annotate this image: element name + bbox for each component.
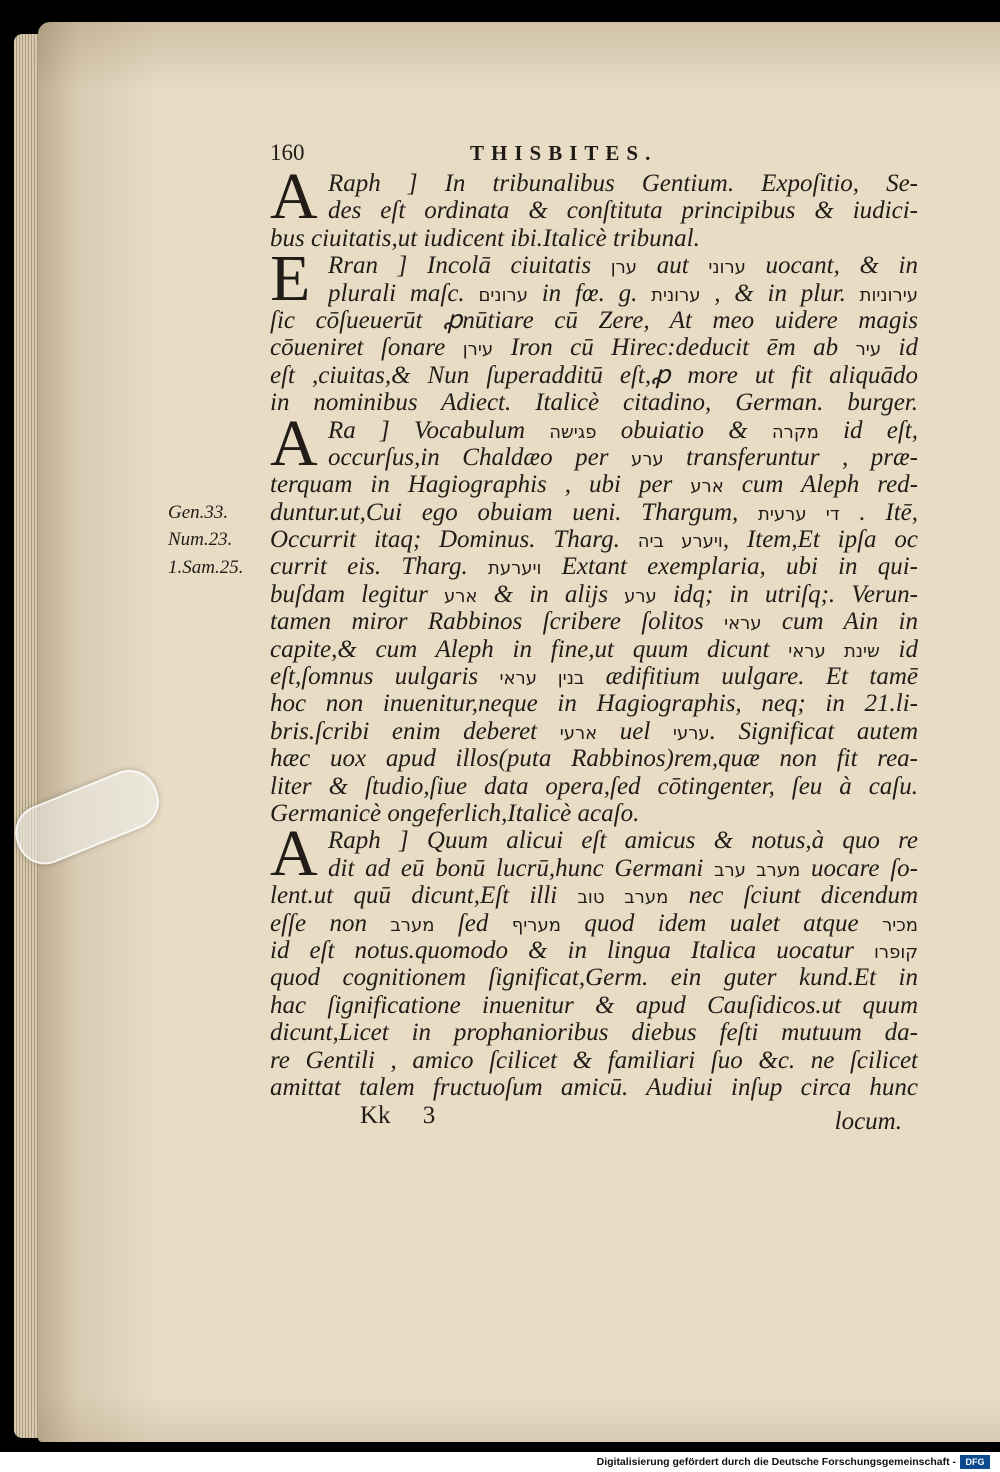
main-text-block bbox=[270, 160, 918, 1141]
text-line: Rran ] Incolā ciuitatis ערן aut ערוני uocant, & in bbox=[328, 252, 918, 280]
text-line: Ra ] Vocabulum פגישה obuiatio & מקרה id eſt, bbox=[328, 416, 918, 444]
drop-cap: E bbox=[270, 242, 311, 316]
text-line: in nominibus Adiect. Italicè citadino, German. burger. bbox=[270, 389, 918, 417]
text-line: bus ciuitatis,ut iudicent ibi.Italicè tribunal. bbox=[270, 224, 700, 252]
text-line: dit ad eū bonū lucrū,hunc Germani מערב ערב uocare ſo- bbox=[328, 854, 918, 882]
margin-note: Num.23. bbox=[168, 529, 233, 550]
footer-credit: Digitalisierung gefördert durch die Deutsche Forschungsgemeinschaft - bbox=[596, 1456, 956, 1468]
signature-mark: Kk 3 bbox=[360, 1102, 436, 1130]
text-line: buſdam legitur ארע & in alijs ערע idq; in utriſq;. Verun- bbox=[270, 580, 918, 608]
text-line: eſt,ſomnus uulgaris בנין עראי ædifitium uulgare. Et tamē bbox=[270, 663, 918, 691]
margin-note: 1.Sam.25. bbox=[168, 557, 244, 578]
hebrew-word: בנין עראי bbox=[499, 668, 585, 690]
drop-cap: A bbox=[270, 160, 318, 233]
hebrew-word: מקרה bbox=[771, 421, 819, 443]
text-line: amittat talem fructuoſum amicū. Audiui inſup circa hunc bbox=[270, 1073, 918, 1101]
text-line: occurſus,in Chaldæo per ערע transferuntur , præ- bbox=[328, 443, 918, 471]
hebrew-word: עירוניות bbox=[859, 284, 918, 306]
hebrew-word: מערב bbox=[390, 914, 435, 936]
text-line: ſic cōſueuerūt ꝓnūtiare cū Zere, At meo uidere magis bbox=[270, 306, 918, 334]
text-line: liter & ſtudio,ſiue data opera,ſed cōtingenter, ſeu à caſu. bbox=[270, 772, 918, 800]
margin-note: Gen.33. bbox=[168, 502, 229, 523]
text-line: quod cognitionem ſignificat,Germ. ein guter kund.Et in bbox=[270, 964, 918, 992]
text-line: hæc uox apud illos(puta Rabbinos)rem,quæ non fit rea- bbox=[270, 745, 918, 773]
hebrew-word: מעריף bbox=[511, 914, 561, 936]
text-line: hac ſignificatione inuenitur & apud Cauſidicos.ut quum bbox=[270, 991, 918, 1019]
hebrew-word: ערוני bbox=[708, 257, 746, 279]
hebrew-word: ארעי bbox=[559, 722, 598, 744]
hebrew-word: ארע bbox=[690, 476, 724, 498]
text-line: plurali maſc. ערונים in fœ. g. ערונית , & in plur. עירוניות bbox=[328, 279, 918, 307]
hebrew-word: עראי bbox=[724, 613, 762, 635]
viewer-footer bbox=[0, 1452, 1000, 1472]
hebrew-word: קופרו bbox=[874, 941, 918, 963]
hebrew-word: ויערע ביה bbox=[637, 531, 723, 553]
text-line: re Gentili , amico ſcilicet & familiari ſuo &c. ne ſcilicet bbox=[270, 1046, 918, 1074]
text-line: bris.ſcribi enim deberet ארעי uel ערעי. Significat autem bbox=[270, 717, 918, 745]
hebrew-word: פגישה bbox=[549, 421, 597, 443]
hebrew-word: עירן bbox=[462, 339, 494, 361]
text-line: currit eis. Tharg. ויערעת Extant exemplaria, ubi in qui- bbox=[270, 553, 918, 581]
text-line: cōueniret ſonare עירן Iron cū Hirec:deducit ēm ab עיר id bbox=[270, 334, 918, 362]
text-line: tamen miror Rabbinos ſcribere ſolitos עראי cum Ain in bbox=[270, 608, 918, 636]
text-line: Germanicè ongeferlich,Italicè acaſo. bbox=[270, 799, 640, 827]
text-line: id eſt notus.quomodo & in lingua Italica uocatur קופרו bbox=[270, 936, 918, 964]
hebrew-word: ערן bbox=[610, 257, 638, 279]
drop-cap: A bbox=[270, 817, 318, 891]
hebrew-word: ערונים bbox=[478, 284, 528, 306]
hebrew-word: ערעי bbox=[672, 722, 710, 744]
text-line: dicunt,Licet in prophanioribus diebus feſti mutuum da- bbox=[270, 1019, 918, 1047]
drop-cap: A bbox=[270, 406, 318, 480]
hebrew-word: שינת עראי bbox=[788, 640, 880, 662]
running-header bbox=[270, 138, 918, 168]
paragraph bbox=[270, 160, 918, 252]
hebrew-word: ארע bbox=[444, 585, 478, 607]
dfg-logo: DFG bbox=[960, 1455, 990, 1469]
catchword: locum. bbox=[834, 1108, 902, 1136]
hebrew-word: די ערעית bbox=[758, 503, 840, 525]
text-line: terquam in Hagiographis , ubi per ארע cum Aleph red- bbox=[270, 471, 918, 499]
text-line: lent.ut quū dicunt,Eſt illi מערב טוב nec ſciunt dicendum bbox=[270, 882, 918, 910]
hebrew-word: מערב טוב bbox=[577, 887, 669, 909]
paragraph bbox=[270, 242, 918, 417]
hebrew-word: מערב ערב bbox=[714, 859, 801, 881]
paragraph bbox=[270, 406, 918, 828]
hebrew-word: ויערעת bbox=[487, 558, 542, 580]
page-number: 160 bbox=[270, 140, 305, 165]
hebrew-word: ערע bbox=[630, 448, 664, 470]
hebrew-word: ערע bbox=[624, 585, 657, 607]
text-line: eſt ,ciuitas,& Nun ſuperadditū eſt,ꝓ more ut fit aliquādo bbox=[270, 361, 918, 389]
text-line: Raph ] In tribunalibus Gentium. Expoſitio, Se- bbox=[328, 170, 918, 197]
signature-line bbox=[270, 1101, 918, 1141]
hebrew-word: מכיר bbox=[882, 914, 918, 936]
text-line: Raph ] Quum alicui eſt amicus & notus,à quo re bbox=[328, 827, 918, 855]
paragraph bbox=[270, 817, 918, 1101]
running-head: THISBITES. bbox=[470, 141, 658, 165]
text-line: capite,& cum Aleph in fine,ut quum dicunt שינת עראי id bbox=[270, 635, 918, 663]
hebrew-word: עיר bbox=[855, 339, 882, 361]
text-line: hoc non inuenitur,neque in Hagiographis, neq; in 21.li- bbox=[270, 690, 918, 718]
text-line: duntur.ut,Cui ego obuiam ueni. Thargum, די ערעית . Itē, bbox=[270, 498, 918, 526]
hebrew-word: ערונית bbox=[651, 284, 701, 306]
text-line: eſſe non מערב ſed מעריף quod idem ualet atque מכיר bbox=[270, 909, 918, 937]
text-line: des eſt ordinata & conſtituta principibus & iudici- bbox=[328, 197, 918, 225]
text-line: Occurrit itaq; Dominus. Tharg. ויערע ביה, Item,Et ipſa oc bbox=[270, 526, 918, 554]
